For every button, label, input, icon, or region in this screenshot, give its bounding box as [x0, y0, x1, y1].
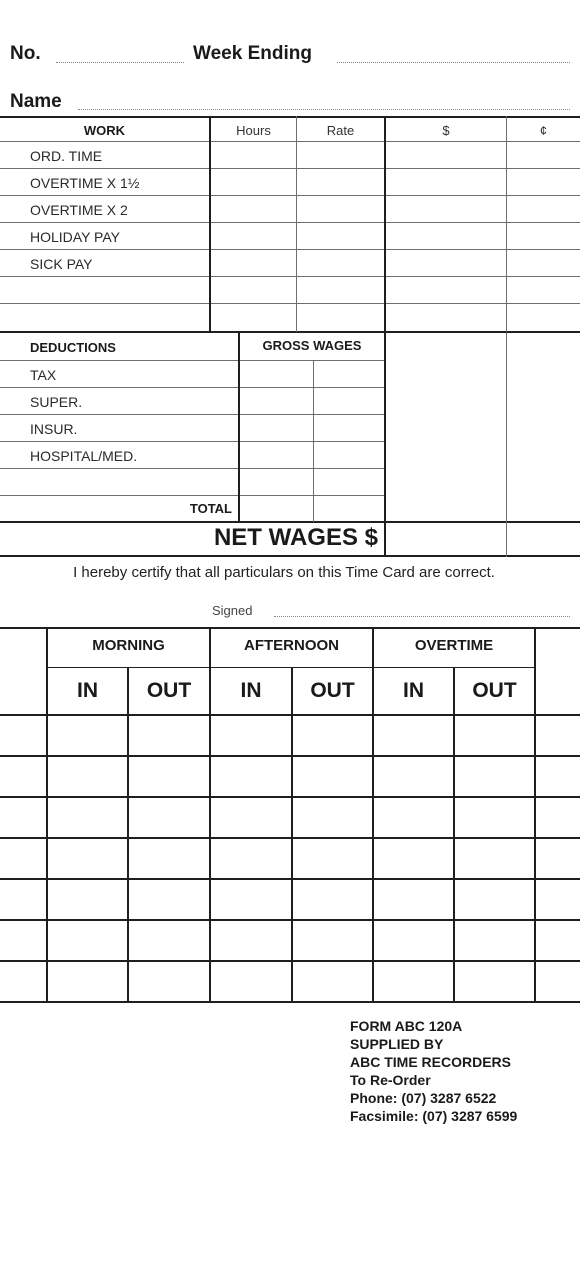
signed-label: Signed: [212, 603, 253, 618]
work-header: WORK: [83, 123, 126, 138]
morning-out-header: OUT: [146, 679, 192, 702]
hours-header: Hours: [236, 123, 271, 138]
supplied-by: SUPPLIED BY: [350, 1036, 444, 1052]
deduction-row-label: SUPER.: [30, 394, 83, 410]
name-field[interactable]: [78, 94, 570, 108]
work-row-label: OVERTIME X 2: [30, 202, 128, 218]
name-label: Name: [10, 91, 62, 112]
work-row-label: OVERTIME X 1½: [30, 175, 140, 191]
morning-header: MORNING: [92, 637, 165, 654]
work-row-label: ORD. TIME: [30, 148, 103, 164]
net-wages-label: NET WAGES $: [213, 524, 378, 551]
rate-header: Rate: [326, 123, 355, 138]
overtime-header: OVERTIME: [414, 637, 494, 654]
afternoon-out-header: OUT: [310, 679, 355, 702]
work-row-label: HOLIDAY PAY: [30, 229, 120, 245]
cents-header: ¢: [539, 123, 548, 138]
form-number: FORM ABC 120A: [350, 1018, 463, 1034]
morning-in-header: IN: [77, 679, 98, 702]
week-ending-dotted-line: [337, 62, 570, 63]
supplier-name: ABC TIME RECORDERS: [350, 1054, 512, 1070]
work-row-label: SICK PAY: [30, 256, 93, 272]
week-ending-label: Week Ending: [193, 43, 312, 64]
no-label: No.: [10, 43, 41, 64]
reorder-label: To Re-Order: [350, 1072, 431, 1088]
deduction-row-label: INSUR.: [30, 421, 78, 437]
signature-field[interactable]: [274, 602, 570, 616]
no-dotted-line: [56, 62, 184, 63]
signature-dotted-line: [274, 616, 570, 617]
overtime-in-header: IN: [403, 679, 424, 702]
deductions-header: DEDUCTIONS: [30, 340, 116, 355]
afternoon-header: AFTERNOON: [244, 637, 339, 654]
no-field[interactable]: [56, 46, 184, 62]
afternoon-in-header: IN: [240, 679, 262, 702]
overtime-out-header: OUT: [472, 679, 517, 702]
deduction-row-label: TAX: [30, 367, 57, 383]
phone-number: Phone: (07) 3287 6522: [350, 1090, 497, 1106]
footer-info: [350, 1017, 517, 1125]
fax-number: Facsimile: (07) 3287 6599: [350, 1108, 518, 1124]
name-dotted-line: [78, 109, 570, 110]
deduction-row-label: HOSPITAL/MED.: [30, 448, 138, 464]
week-ending-field[interactable]: [337, 46, 570, 62]
total-label: TOTAL: [189, 501, 232, 516]
dollars-header: $: [442, 123, 450, 138]
gross-wages-header: GROSS WAGES: [262, 338, 362, 353]
certification-text: I hereby certify that all particulars on this Time Card are correct.: [73, 564, 495, 581]
